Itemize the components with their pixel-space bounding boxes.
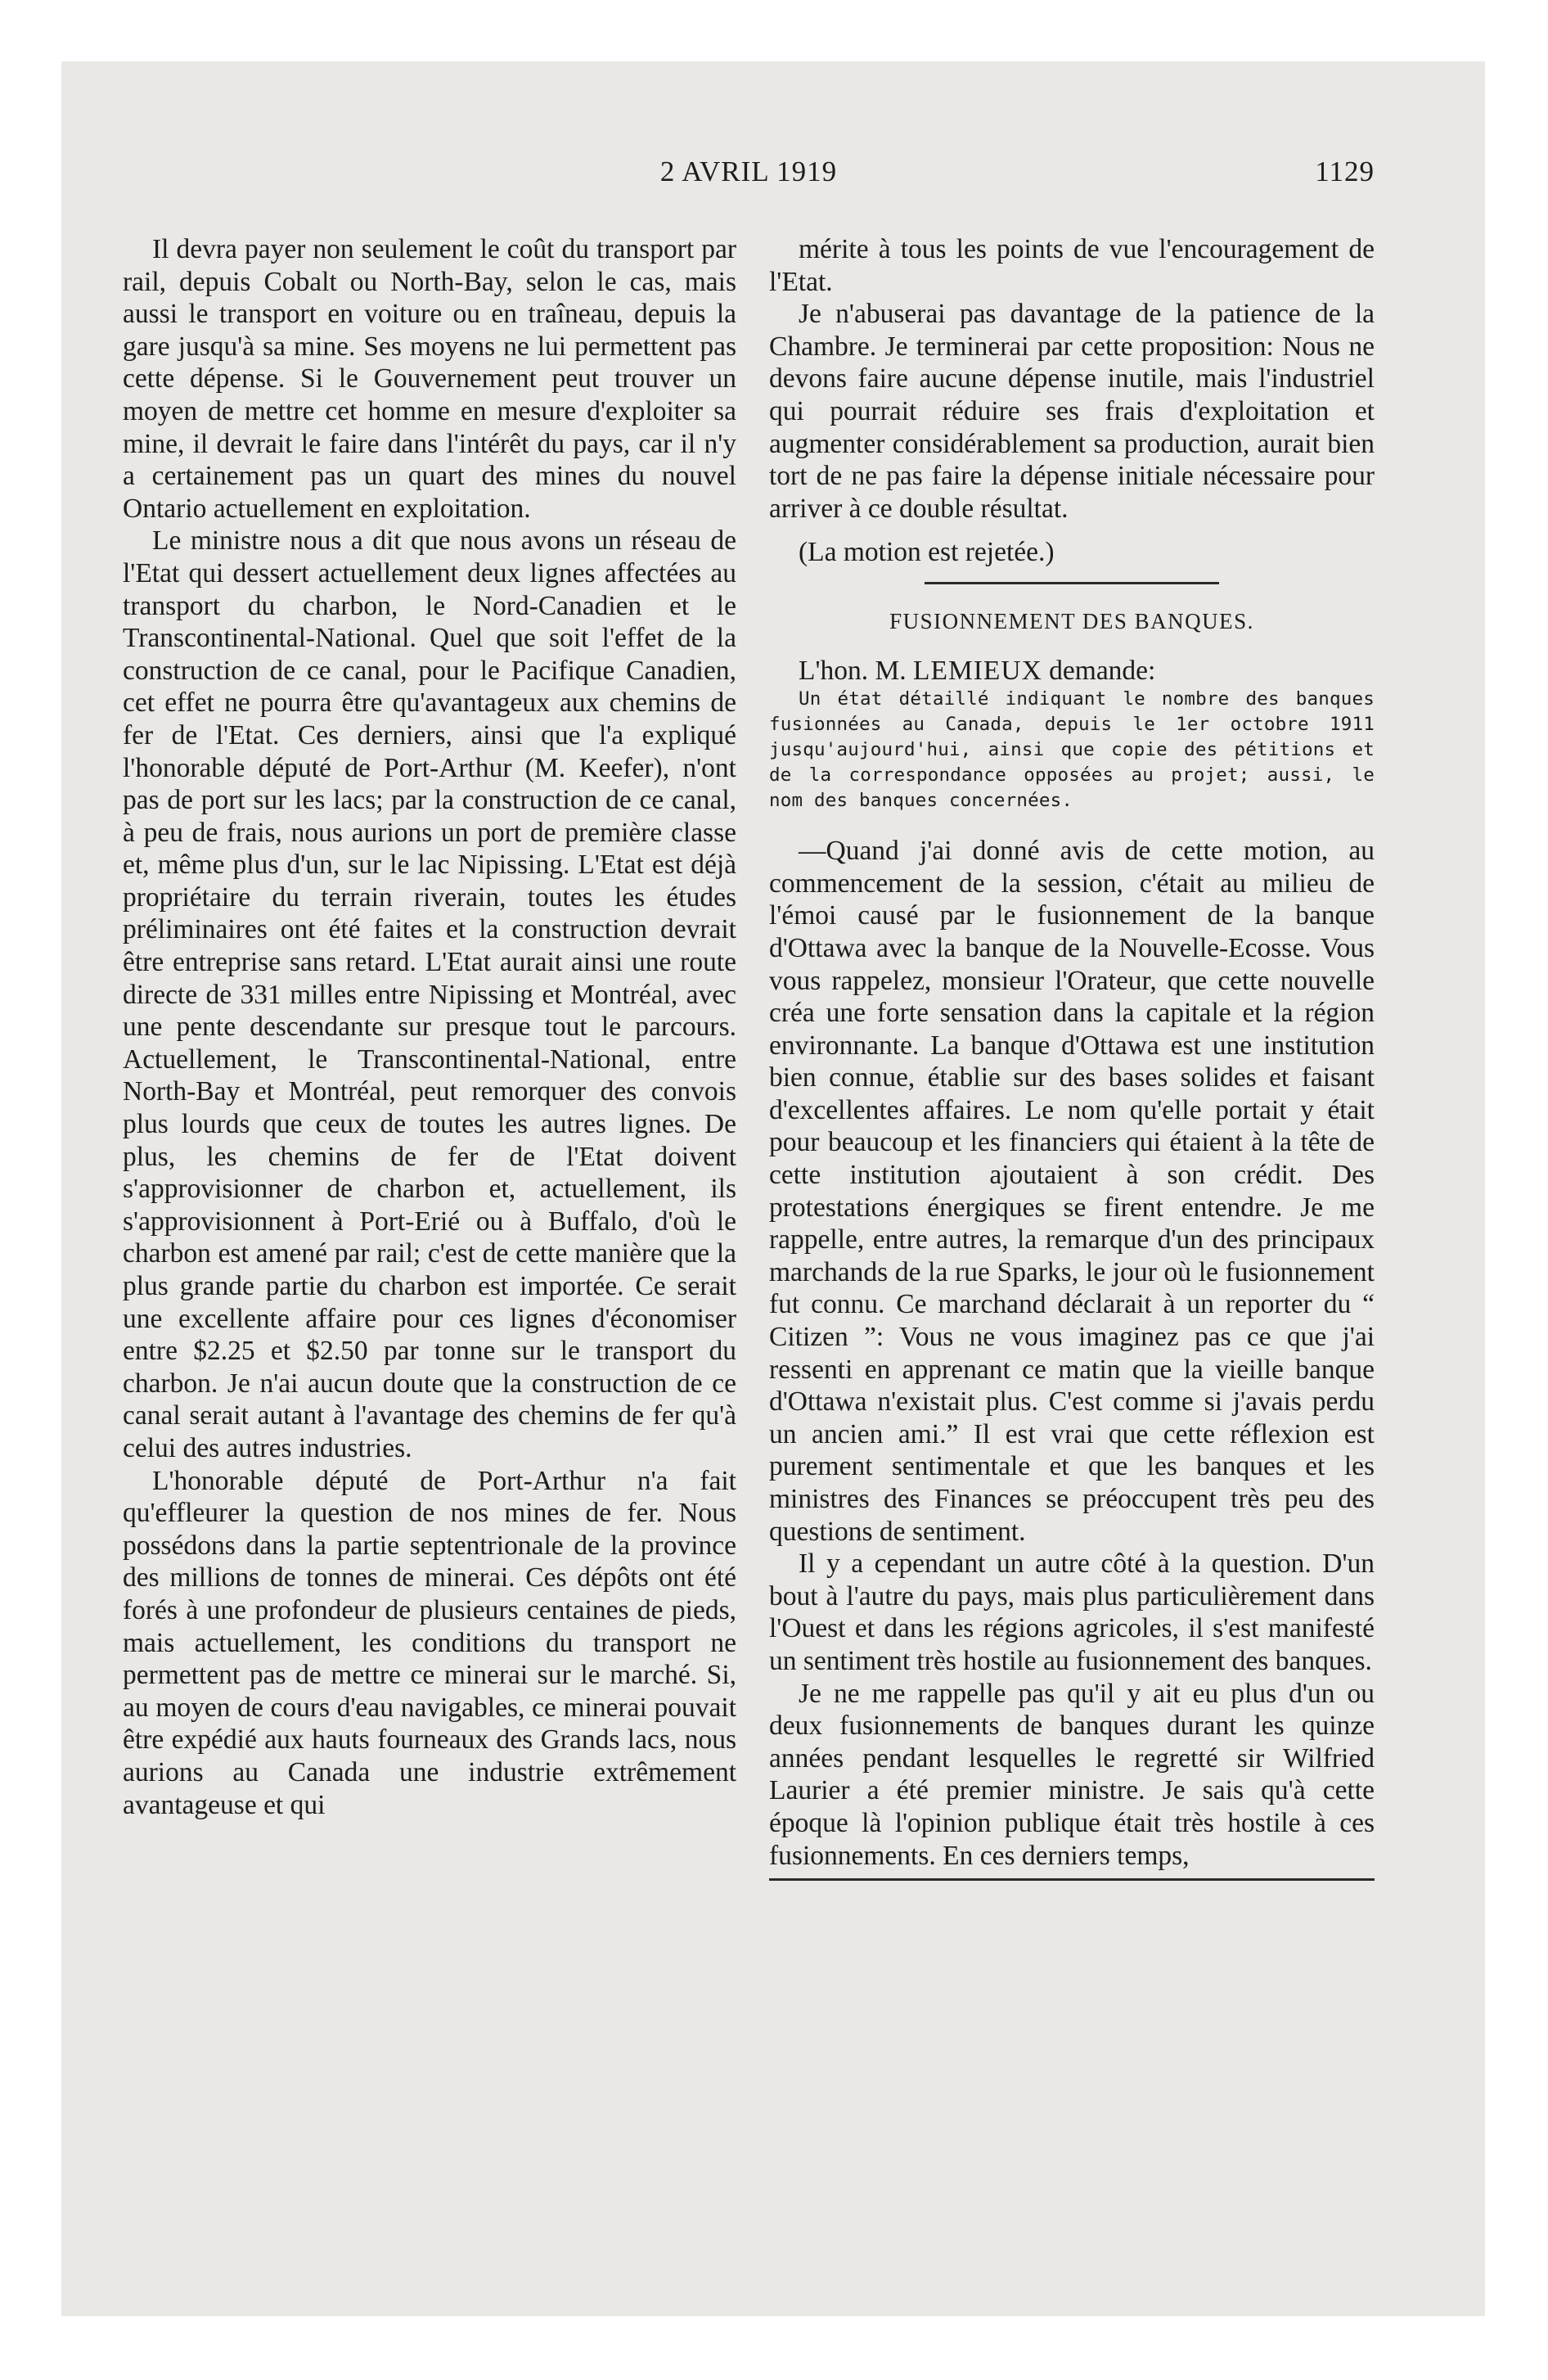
page-number: 1129 [1315, 156, 1375, 187]
paragraph: mérite à tous les points de vue l'encouragement de l'Etat. [769, 234, 1375, 297]
speaker-name: LEMIEUX [913, 655, 1042, 686]
paragraph: Je n'abuserai pas davantage de la patience de la Chambre. Je terminerai par cette proposition: Nous ne devons faire aucune dépense inutile, mais l'industriel qui pourrait réduire ses frais d'exploitation et augmenter considérablement sa production, aurait bien tort de ne pas faire la dépense initiale nécessaire pour arriver à ce double résultat. [769, 299, 1375, 524]
left-column [123, 233, 736, 1821]
paragraph: Il devra payer non seulement le coût du transport par rail, depuis Cobalt ou North-Bay, selon le cas, mais aussi le transport en voiture ou en traîneau, depuis la gare jusqu'à sa mine. Ses moyens ne lui permettent pas cette dépense. Si le Gouvernement peut trouver un moyen de mettre cet homme en mesure d'exploiter sa mine, il devrait le faire dans l'intérêt du pays, car il n'y a certainement pas un quart des mines du nouvel Ontario actuellement en exploitation. [123, 234, 736, 524]
paragraph: Je ne me rappelle pas qu'il y ait eu plus d'un ou deux fusionnements de banques durant les quinze années pendant lesquelles le regretté sir Wilfried Laurier a été premier ministre. Je sais qu'à cette époque là l'opinion publique était très hostile à ces fusionnements. En ces derniers temps, [769, 1678, 1375, 1871]
section-title: FUSIONNEMENT DES BANQUES. [889, 608, 1254, 633]
right-column [769, 233, 1375, 1881]
speaker-line [769, 655, 1375, 687]
page-header [123, 156, 1375, 205]
paragraph: Il y a cependant un autre côté à la question. D'un bout à l'autre du pays, mais plus particulièrement dans l'Ouest et dans les régions agricoles, il s'est manifesté un sentiment très hostile au fusionnement des banques. [769, 1548, 1375, 1676]
speaker-suffix: demande: [1049, 655, 1156, 686]
header-date: 2 AVRIL 1919 [659, 156, 838, 187]
paragraph: L'honorable député de Port-Arthur n'a fait qu'effleurer la question de nos mines de fer. Nous possédons dans la partie septentrionale de la province des millions de tonnes de minerai. Ces dépôts ont été forés à une profondeur de plusieurs centaines de pieds, mais actuellement, les conditions du transport ne permettent pas de mettre ce minerai sur le marché. Si, au moyen de cours d'eau navigables, ce minerai pouvait être expédié aux hauts fourneaux des Grands lacs, nous aurions au Canada une industrie extrêmement avantageuse et qui [123, 1465, 736, 1820]
section-divider [925, 582, 1219, 584]
paragraph: Le ministre nous a dit que nous avons un réseau de l'Etat qui dessert actuellement deux lignes affectées au transport du charbon, le Nord-Canadien et le Transcontinental-National. Quel que soit l'effet de la construction de ce canal, pour le Pacifique Canadien, cet effet ne pourra être qu'avantageux aux chemins de fer de l'Etat. Ces derniers, ainsi que l'a expliqué l'honorable député de Port-Arthur (M. Keefer), n'ont pas de port sur les lacs; par la construction de ce canal, à peu de frais, nous aurions un port de première classe et, même plus d'un, sur le lac Nipissing. L'Etat est déjà propriétaire du terrain riverain, toutes les études préliminaires ont été faites et la construction devrait être entreprise sans retard. L'Etat aurait ainsi une route directe de 331 milles entre Nipissing et Montréal, avec une pente descendante sur presque tout le parcours. Actuellement, le Transcontinental-National, entre North-Bay et Montréal, peut remorquer des convois plus lourds que ceux de toutes les autres lignes. De plus, les chemins de fer de l'Etat doivent s'approvisionner de charbon et, actuellement, ils s'approvisionnent à Port-Erié ou à Buffalo, d'où le charbon est amené par rail; c'est de cette manière que la plus grande partie du charbon est importée. Ce serait une excellente affaire pour ces lignes d'économiser entre $2.25 et $2.50 par tonne sur le transport du charbon. Je n'ai aucun doute que la construction de ce canal serait autant à l'avantage des chemins de fer qu'à celui des autres industries. [123, 525, 736, 1463]
paragraph: —Quand j'ai donné avis de cette motion, au commencement de la session, c'était au milieu de l'émoi causé par le fusionnement de la banque d'Ottawa avec la banque de la Nouvelle-Ecosse. Vous vous rappelez, monsieur l'Orateur, que cette nouvelle créa une forte sensation dans la capitale et la région environnante. La banque d'Ottawa est une institution bien connue, établie sur des bases solides et faisant d'excellentes affaires. Le nom qu'elle portait y était pour beaucoup et les financiers qui étaient à la tête de cette institution ajoutaient à son crédit. Des protestations énergiques se firent entendre. Je me rappelle, entre autres, la remarque d'un des principaux marchands de la rue Sparks, le jour où le fusionnement fut connu. Ce marchand déclarait à un reporter du “ Citizen ”: Vous ne vous imaginez pas ce que j'ai ressenti en apprenant ce matin que la vieille banque d'Ottawa n'existait plus. C'est comme si j'avais perdu un ancien ami.” Il est vrai que cette réflexion est purement sentimentale et que les banques et les ministres des Finances se préoccupent très peu des questions de sentiment. [769, 836, 1375, 1547]
motion-result: (La motion est rejetée.) [799, 537, 1055, 568]
motion-text: Un état détaillé indiquant le nombre des banques fusionnées au Canada, depuis le 1er octobre 1911 jusqu'aujourd'hui, ainsi que copie des pétitions et de la correspondance opposées au projet; aussi, le nom des banques concernées. [769, 688, 1375, 812]
speaker-prefix: L'hon. M. [799, 655, 907, 686]
column-end-rule [769, 1878, 1375, 1881]
